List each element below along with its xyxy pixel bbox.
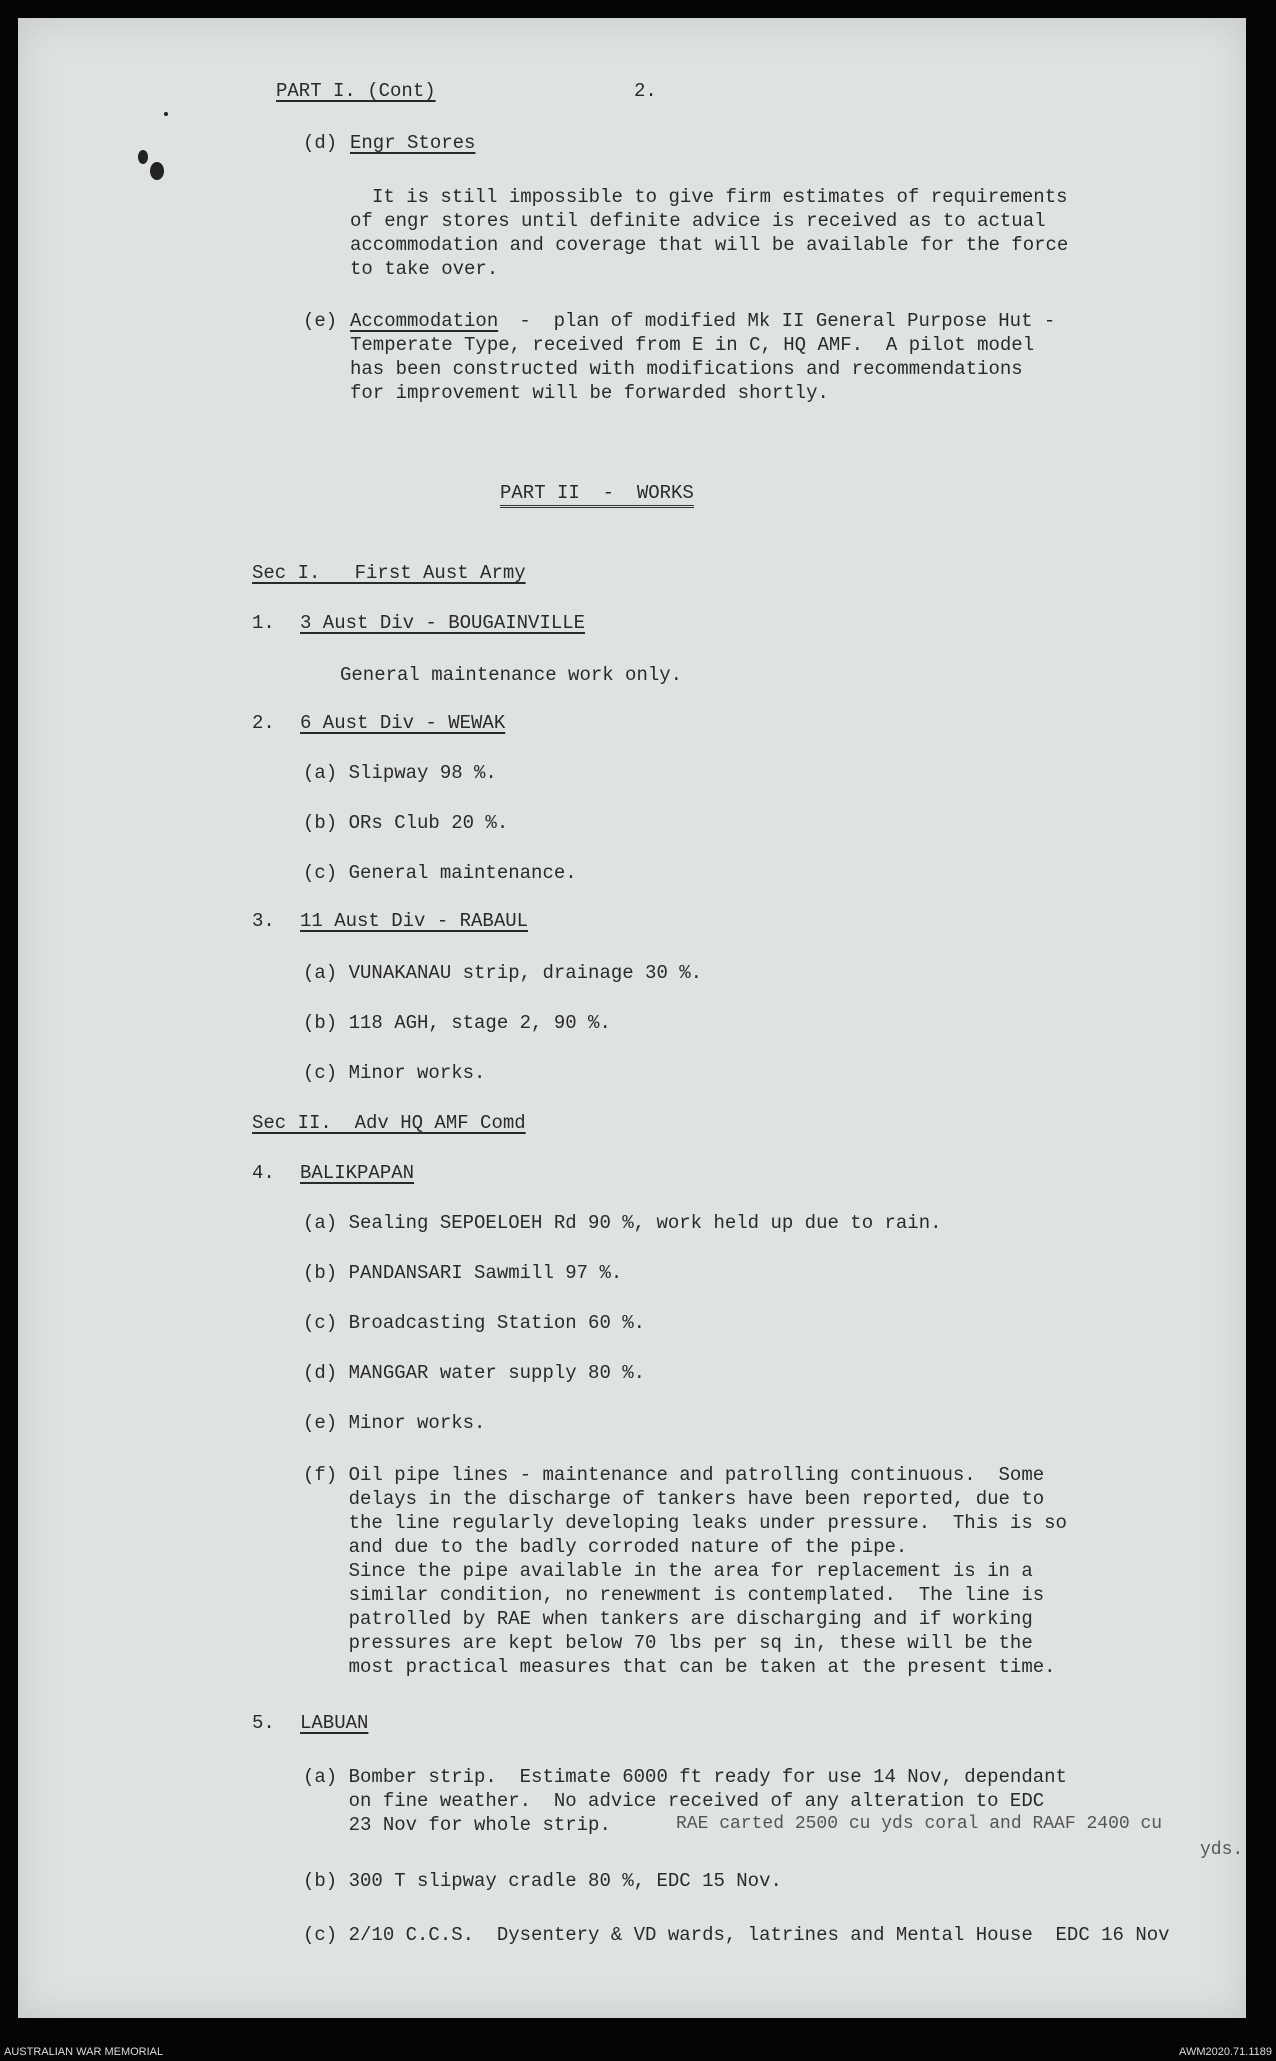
- added-note: RAE carted 2500 cu yds coral and RAAF 2400 cu: [676, 1814, 1163, 1834]
- paragraph-line: (a) Bomber strip. Estimate 6000 ft ready for use 14 Nov, dependant: [303, 1766, 1067, 1788]
- item-number: 1.: [252, 612, 275, 634]
- list-item: (a) Sealing SEPOELOEH Rd 90 %, work held up due to rain.: [303, 1212, 942, 1234]
- part-title: PART II - WORKS: [500, 482, 694, 508]
- paragraph-line: has been constructed with modifications and recommendations: [350, 358, 1023, 380]
- paragraph-line: accommodation and coverage that will be available for the force: [350, 234, 1069, 256]
- ink-blot: [150, 162, 164, 180]
- item-label: (d): [303, 132, 338, 154]
- paragraph-line: Temperate Type, received from E in C, HQ AMF. A pilot model: [350, 334, 1035, 356]
- item-heading: LABUAN: [300, 1712, 369, 1734]
- list-item: (b) 118 AGH, stage 2, 90 %.: [303, 1012, 611, 1034]
- list-item: (a) VUNAKANAU strip, drainage 30 %.: [303, 962, 703, 984]
- paragraph-line: (f) Oil pipe lines - maintenance and patrolling continuous. Some: [303, 1464, 1045, 1486]
- list-item: (b) PANDANSARI Sawmill 97 %.: [303, 1262, 623, 1284]
- item-number: 5.: [252, 1712, 275, 1734]
- list-item: (d) MANGGAR water supply 80 %.: [303, 1362, 646, 1384]
- footer-right: AWM2020.71.1189: [1179, 2046, 1272, 2058]
- added-note: yds.: [1200, 1840, 1244, 1860]
- list-item: (b) ORs Club 20 %.: [303, 812, 509, 834]
- item-heading: 3 Aust Div - BOUGAINVILLE: [300, 612, 586, 634]
- paragraph-line: most practical measures that can be taken at the present time.: [303, 1656, 1056, 1678]
- paragraph-line: - plan of modified Mk II General Purpose Hut -: [508, 310, 1056, 332]
- section-heading: Sec II. Adv HQ AMF Comd: [252, 1112, 526, 1134]
- paragraph-line: patrolled by RAE when tankers are discharging and if working: [303, 1608, 1033, 1630]
- list-item: (e) Minor works.: [303, 1412, 486, 1434]
- list-item: (c) Minor works.: [303, 1062, 486, 1084]
- list-item: (b) 300 T slipway cradle 80 %, EDC 15 Nov.: [303, 1870, 782, 1892]
- section-heading: Accommodation: [350, 310, 499, 332]
- item-number: 3.: [252, 910, 275, 932]
- section-heading: Engr Stores: [350, 132, 476, 154]
- paragraph-line: Since the pipe available in the area for replacement is in a: [303, 1560, 1033, 1582]
- list-item: (c) 2/10 C.C.S. Dysentery & VD wards, latrines and Mental House EDC 16 Nov: [303, 1924, 1170, 1946]
- paragraph-line: of engr stores until definite advice is received as to actual: [350, 210, 1046, 232]
- ink-blot: [164, 112, 168, 116]
- footer-left: AUSTRALIAN WAR MEMORIAL: [4, 2046, 164, 2058]
- section-heading: Sec I. First Aust Army: [252, 562, 526, 584]
- paragraph-line: for improvement will be forwarded shortly.: [350, 382, 829, 404]
- paragraph-line: delays in the discharge of tankers have been reported, due to: [303, 1488, 1045, 1510]
- list-item: General maintenance work only.: [340, 664, 683, 686]
- paragraph-line: to take over.: [350, 258, 499, 280]
- paragraph-line: similar condition, no renewment is contemplated. The line is: [303, 1584, 1045, 1606]
- paragraph-line: 23 Nov for whole strip.: [303, 1814, 611, 1836]
- paragraph-line: and due to the badly corroded nature of the pipe.: [303, 1536, 908, 1558]
- page-number: 2.: [634, 80, 657, 102]
- paragraph-line: the line regularly developing leaks under pressure. This is so: [303, 1512, 1067, 1534]
- item-number: 2.: [252, 712, 275, 734]
- item-heading: 6 Aust Div - WEWAK: [300, 712, 506, 734]
- item-label: (e): [303, 310, 338, 332]
- list-item: (c) General maintenance.: [303, 862, 577, 884]
- item-heading: 11 Aust Div - RABAUL: [300, 910, 529, 932]
- list-item: (c) Broadcasting Station 60 %.: [303, 1312, 646, 1334]
- paragraph-line: pressures are kept below 70 lbs per sq in, these will be the: [303, 1632, 1033, 1654]
- ink-blot: [138, 150, 148, 164]
- header-part: PART I. (Cont): [276, 80, 436, 102]
- paragraph-line: on fine weather. No advice received of any alteration to EDC: [303, 1790, 1045, 1812]
- list-item: (a) Slipway 98 %.: [303, 762, 497, 784]
- paragraph-line: It is still impossible to give firm estimates of requirements: [372, 186, 1068, 208]
- item-number: 4.: [252, 1162, 275, 1184]
- item-heading: BALIKPAPAN: [300, 1162, 415, 1184]
